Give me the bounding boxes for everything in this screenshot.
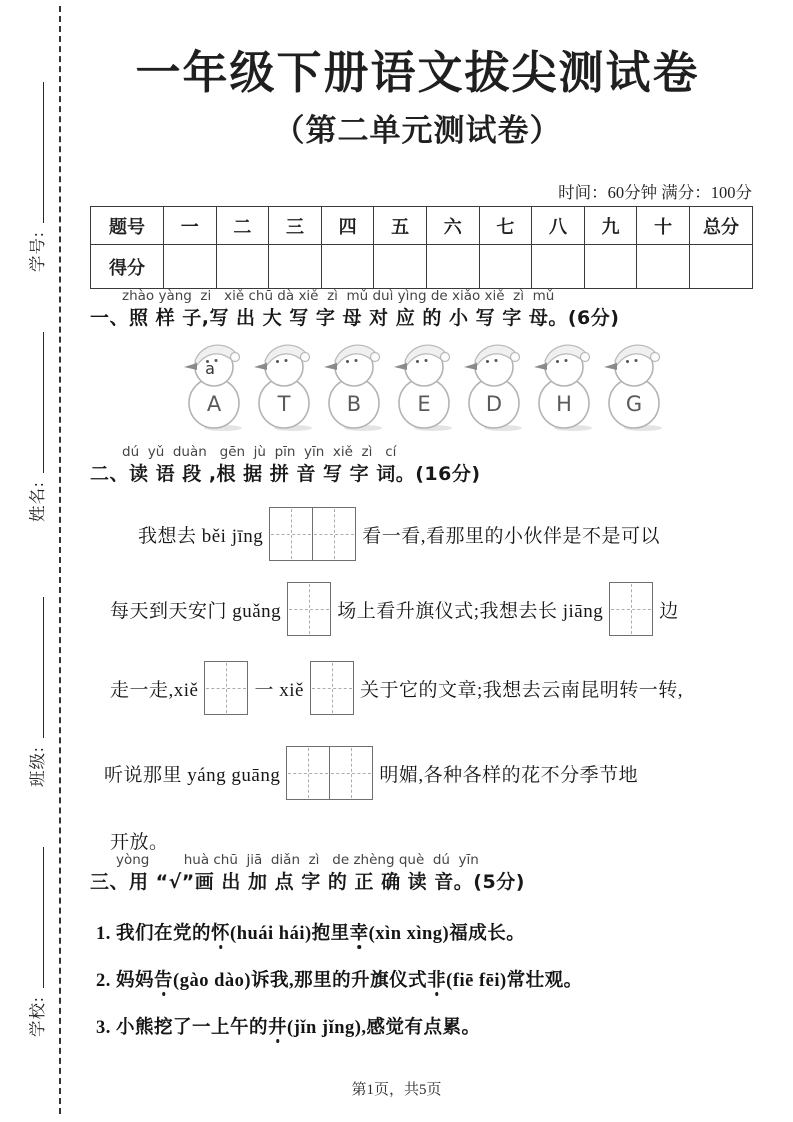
score-table-question-col: 四: [321, 207, 374, 245]
text-run: 1. 我们在党的: [96, 923, 212, 944]
score-cell-empty[interactable]: [479, 245, 532, 289]
section2-heading-block: [90, 444, 750, 487]
name-blank-line[interactable]: [43, 332, 44, 473]
score-cell-empty[interactable]: [532, 245, 585, 289]
score-cell-empty[interactable]: [637, 245, 690, 289]
snowman-answer[interactable]: [393, 340, 457, 432]
paragraph-line: [90, 730, 764, 816]
snowman-icon: [603, 340, 667, 432]
score-cell-empty[interactable]: [216, 245, 269, 289]
svg-text:A: A: [206, 392, 222, 416]
emphasized-char: 幸: [350, 919, 369, 945]
section3-heading-block: [90, 852, 750, 895]
text-run: (jǐn jǐng),感觉有点累。: [287, 1017, 481, 1038]
answer-grid-box[interactable]: [310, 661, 354, 715]
pronunciation-item: [96, 908, 746, 955]
snowmen-answer-row: [183, 340, 667, 432]
student-id-label: 学号:: [28, 231, 47, 272]
text-run: 听说那里 yáng guāng: [104, 764, 281, 786]
paragraph-line: [90, 498, 793, 570]
text-run: 关于它的文章;我想去云南昆明转一转,: [359, 679, 683, 701]
answer-grid-box[interactable]: [204, 661, 248, 715]
score-cell-empty[interactable]: [426, 245, 479, 289]
score-cell-empty[interactable]: [374, 245, 427, 289]
margin-field-class[interactable]: [18, 597, 54, 787]
score-table-question-col: 八: [532, 207, 585, 245]
section3-items: [96, 908, 746, 1049]
svg-text:T: T: [277, 392, 291, 416]
text-run: (huái hái)抱里: [230, 923, 350, 944]
section3-pinyin: yòng huà chū jiā diǎn zì de zhèng què dú yīn: [116, 852, 479, 868]
snowman-answer[interactable]: [603, 340, 667, 432]
pronunciation-item: [96, 955, 746, 1002]
snowman-answer[interactable]: [253, 340, 317, 432]
snowman-answer[interactable]: [183, 340, 247, 432]
class-blank-line[interactable]: [43, 597, 44, 738]
student-id-blank-line[interactable]: [43, 82, 44, 223]
pronunciation-item: [96, 1002, 746, 1049]
score-table-question-col: 三: [269, 207, 322, 245]
score-cell-empty[interactable]: [269, 245, 322, 289]
section1-heading-block: [90, 288, 750, 331]
text-run: 一 xiě: [254, 679, 304, 701]
paper-subtitle: （第二单元测试卷）: [273, 113, 562, 148]
score-table-question-col: 十: [637, 207, 690, 245]
emphasized-char: 非: [427, 966, 446, 992]
time-fullscore-info: 时间：60分钟 满分：100分: [558, 183, 752, 202]
emphasized-char: 告: [154, 966, 173, 992]
text-run: 走一走,xiě: [110, 679, 199, 701]
text-run: 开放。: [110, 831, 169, 853]
text-run: (gào dào)诉我,那里的升旗仪式: [173, 970, 428, 991]
score-table: [90, 206, 753, 289]
svg-text:H: H: [556, 392, 572, 416]
grid-cell[interactable]: [270, 508, 312, 560]
answer-grid-box[interactable]: [287, 582, 331, 636]
snowman-icon: [533, 340, 597, 432]
grid-cell[interactable]: [312, 508, 355, 560]
score-table-question-col: 二: [216, 207, 269, 245]
section3-heading: 三、用 “√”画 出 加 点 字 的 正 确 读 音。(5分): [90, 871, 525, 893]
snowman-answer[interactable]: [533, 340, 597, 432]
text-run: 每天到天安门 guǎng: [110, 600, 282, 622]
text-run: 看一看,看那里的小伙伴是不是可以: [362, 525, 661, 547]
svg-text:a: a: [205, 359, 215, 378]
snowman-icon: [393, 340, 457, 432]
paper-title: 一年级下册语文拔尖测试卷: [135, 48, 700, 98]
paragraph-line: [90, 652, 770, 724]
snowman-icon: [463, 340, 527, 432]
paragraph-line: [90, 576, 770, 642]
svg-text:G: G: [625, 392, 643, 416]
section2-pinyin: dú yǔ duàn gēn jù pīn yīn xiě zì cí: [122, 444, 397, 460]
answer-grid-box[interactable]: [286, 746, 373, 800]
score-row-label: 得分: [91, 245, 164, 289]
grid-cell[interactable]: [287, 747, 329, 799]
text-run: (xìn xìng)福成长。: [368, 923, 526, 944]
text-run: (fiē fēi)常壮观。: [446, 970, 583, 991]
svg-text:D: D: [485, 392, 503, 416]
svg-text:B: B: [346, 392, 362, 416]
score-cell-empty[interactable]: [584, 245, 637, 289]
class-label: 班级:: [28, 746, 47, 787]
score-table-question-col: 一: [164, 207, 217, 245]
text-run: 2. 妈妈: [96, 970, 155, 991]
score-cell-empty[interactable]: [164, 245, 217, 289]
section1-heading: 一、照 样 子,写 出 大 写 字 母 对 应 的 小 写 字 母。(6分): [90, 307, 620, 329]
text-run: 场上看升旗仪式;我想去长 jiāng: [337, 600, 604, 622]
score-cell-empty[interactable]: [690, 245, 753, 289]
score-table-question-col: 五: [374, 207, 427, 245]
grid-cell[interactable]: [311, 662, 353, 714]
snowman-icon: [323, 340, 387, 432]
snowman-icon: [253, 340, 317, 432]
score-table-header-label: 题号: [91, 207, 164, 245]
answer-grid-box[interactable]: [269, 507, 356, 561]
text-run: 我想去 běi jīng: [138, 525, 264, 547]
grid-cell[interactable]: [329, 747, 372, 799]
emphasized-char: 怀: [211, 919, 230, 945]
section1-pinyin: zhào yàng zi xiě chū dà xiě zì mǔ duì yìng de xiǎo xiě zì mǔ: [122, 288, 555, 304]
score-cell-empty[interactable]: [321, 245, 374, 289]
margin-field-student-id[interactable]: [18, 82, 54, 272]
seal-dashed-line: [59, 6, 61, 1114]
text-run: 边: [659, 600, 679, 622]
margin-field-school[interactable]: [18, 847, 54, 1037]
name-label: 姓名:: [28, 481, 47, 522]
margin-field-name[interactable]: [18, 332, 54, 522]
score-table-question-col: 六: [426, 207, 479, 245]
score-table-question-col: 总分: [690, 207, 753, 245]
svg-text:E: E: [417, 392, 431, 416]
grid-cell[interactable]: [205, 662, 247, 714]
text-run: 3. 小熊挖了一上午的: [96, 1017, 269, 1038]
snowman-answer[interactable]: [463, 340, 527, 432]
grid-cell[interactable]: [610, 583, 652, 635]
text-run: 明媚,各种各样的花不分季节地: [379, 764, 639, 786]
school-blank-line[interactable]: [43, 847, 44, 988]
snowman-icon: [183, 340, 247, 432]
score-table-question-col: 九: [584, 207, 637, 245]
score-table-question-col: 七: [479, 207, 532, 245]
page-number: 第1页，共5页: [351, 1082, 442, 1098]
emphasized-char: 井: [268, 1013, 287, 1039]
section2-heading: 二、读 语 段 ,根 据 拼 音 写 字 词。(16分): [90, 463, 481, 485]
school-label: 学校:: [28, 996, 47, 1037]
grid-cell[interactable]: [288, 583, 330, 635]
answer-grid-box[interactable]: [609, 582, 653, 636]
snowman-answer[interactable]: [323, 340, 387, 432]
